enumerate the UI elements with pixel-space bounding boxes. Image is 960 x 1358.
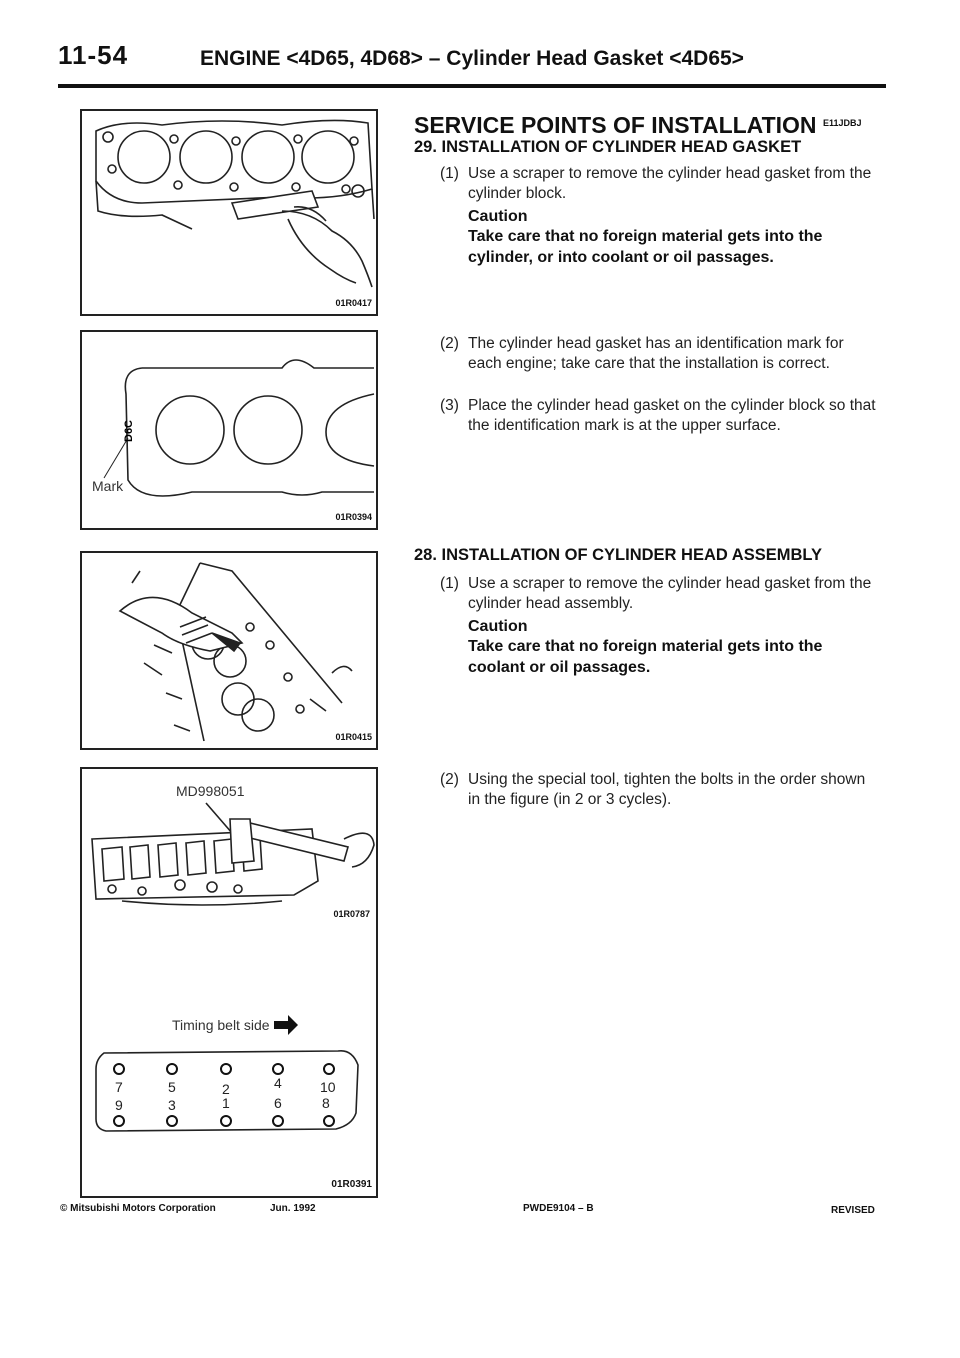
- step-29-item-1: [440, 164, 880, 204]
- timing-belt-side-label: Timing belt side: [172, 1017, 270, 1033]
- figure-gasket-removal-block: [80, 109, 378, 316]
- order-number: 4: [274, 1075, 282, 1091]
- caution-label: Caution: [468, 618, 528, 635]
- revision-status: REVISED: [831, 1205, 875, 1216]
- order-number: 9: [115, 1097, 123, 1113]
- figure-code: 01R0391: [331, 1179, 372, 1190]
- special-tool-label: MD998051: [176, 783, 245, 799]
- caution-text: Take care that no foreign material gets into the cylinder, or into coolant or oil passages.: [468, 228, 823, 266]
- item-number: (2): [440, 771, 459, 788]
- order-number: 7: [115, 1079, 123, 1095]
- figure-code: 01R0787: [333, 909, 370, 919]
- torque-wrench-illustration: [82, 769, 376, 1196]
- page-title: ENGINE <4D65, 4D68> – Cylinder Head Gasket <4D65>: [200, 47, 744, 70]
- item-number: (2): [440, 335, 459, 352]
- figure-code: 01R0394: [335, 512, 372, 522]
- bolt-position-2: [220, 1063, 232, 1075]
- figure-gasket-removal-head: [80, 551, 378, 750]
- figure-code: 01R0417: [335, 298, 372, 308]
- mark-label: Mark: [92, 478, 124, 494]
- item-text: Place the cylinder head gasket on the cylinder block so that the identification mark is at the upper surface.: [468, 397, 876, 434]
- order-number: 5: [168, 1079, 176, 1095]
- figure-gasket-mark: [80, 330, 378, 530]
- figure-tightening-order: [80, 767, 378, 1198]
- publication-date: Jun. 1992: [270, 1203, 316, 1214]
- step-29-item-2: [440, 334, 880, 374]
- bolt-position-4: [272, 1063, 284, 1075]
- step-28-title: 28. INSTALLATION OF CYLINDER HEAD ASSEMBLY: [414, 546, 822, 564]
- item-number: (1): [440, 575, 459, 592]
- order-number: 3: [168, 1097, 176, 1113]
- order-number: 10: [320, 1079, 336, 1095]
- bolt-position-3: [166, 1115, 178, 1127]
- item-number: (1): [440, 165, 459, 182]
- bolt-position-6: [272, 1115, 284, 1127]
- document-code: PWDE9104 – B: [523, 1203, 594, 1214]
- bolt-position-5: [166, 1063, 178, 1075]
- item-text: The cylinder head gasket has an identification mark for each engine; take care that the installation is correct.: [468, 335, 844, 372]
- step-28-item-1: [440, 574, 880, 614]
- bolt-position-8: [323, 1115, 335, 1127]
- order-number: 6: [274, 1095, 282, 1111]
- copyright: © Mitsubishi Motors Corporation: [60, 1203, 216, 1214]
- section-code: E11JDBJ: [823, 118, 862, 128]
- arrow-right-icon: [274, 1015, 298, 1035]
- step-29-item-3: [440, 396, 880, 436]
- item-text: Use a scraper to remove the cylinder head gasket from the cylinder head assembly.: [468, 575, 872, 612]
- order-number: 1: [222, 1095, 230, 1111]
- caution-text: Take care that no foreign material gets into the coolant or oil passages.: [468, 638, 823, 676]
- page-number: 11-54: [58, 40, 129, 70]
- header-divider: [58, 84, 886, 88]
- gasket-illustration: [82, 332, 376, 528]
- bolt-position-1: [220, 1115, 232, 1127]
- caution-label: Caution: [468, 208, 528, 225]
- figure-code: 01R0415: [335, 732, 372, 742]
- step-29-title: 29. INSTALLATION OF CYLINDER HEAD GASKET: [414, 138, 802, 156]
- bolt-position-7: [113, 1063, 125, 1075]
- bolt-position-10: [323, 1063, 335, 1075]
- cylinder-block-illustration: [82, 111, 376, 314]
- gasket-id-mark: D6C: [123, 419, 135, 442]
- item-text: Use a scraper to remove the cylinder head gasket from the cylinder block.: [468, 165, 872, 202]
- section-title: SERVICE POINTS OF INSTALLATION: [414, 112, 817, 138]
- cylinder-head-illustration: [82, 553, 376, 748]
- item-text: Using the special tool, tighten the bolts in the order shown in the figure (in 2 or 3 cycles).: [468, 771, 866, 808]
- bolt-position-9: [113, 1115, 125, 1127]
- item-number: (3): [440, 397, 459, 414]
- order-number: 8: [322, 1095, 330, 1111]
- step-28-item-2: [440, 770, 880, 810]
- order-number: 2: [222, 1081, 230, 1097]
